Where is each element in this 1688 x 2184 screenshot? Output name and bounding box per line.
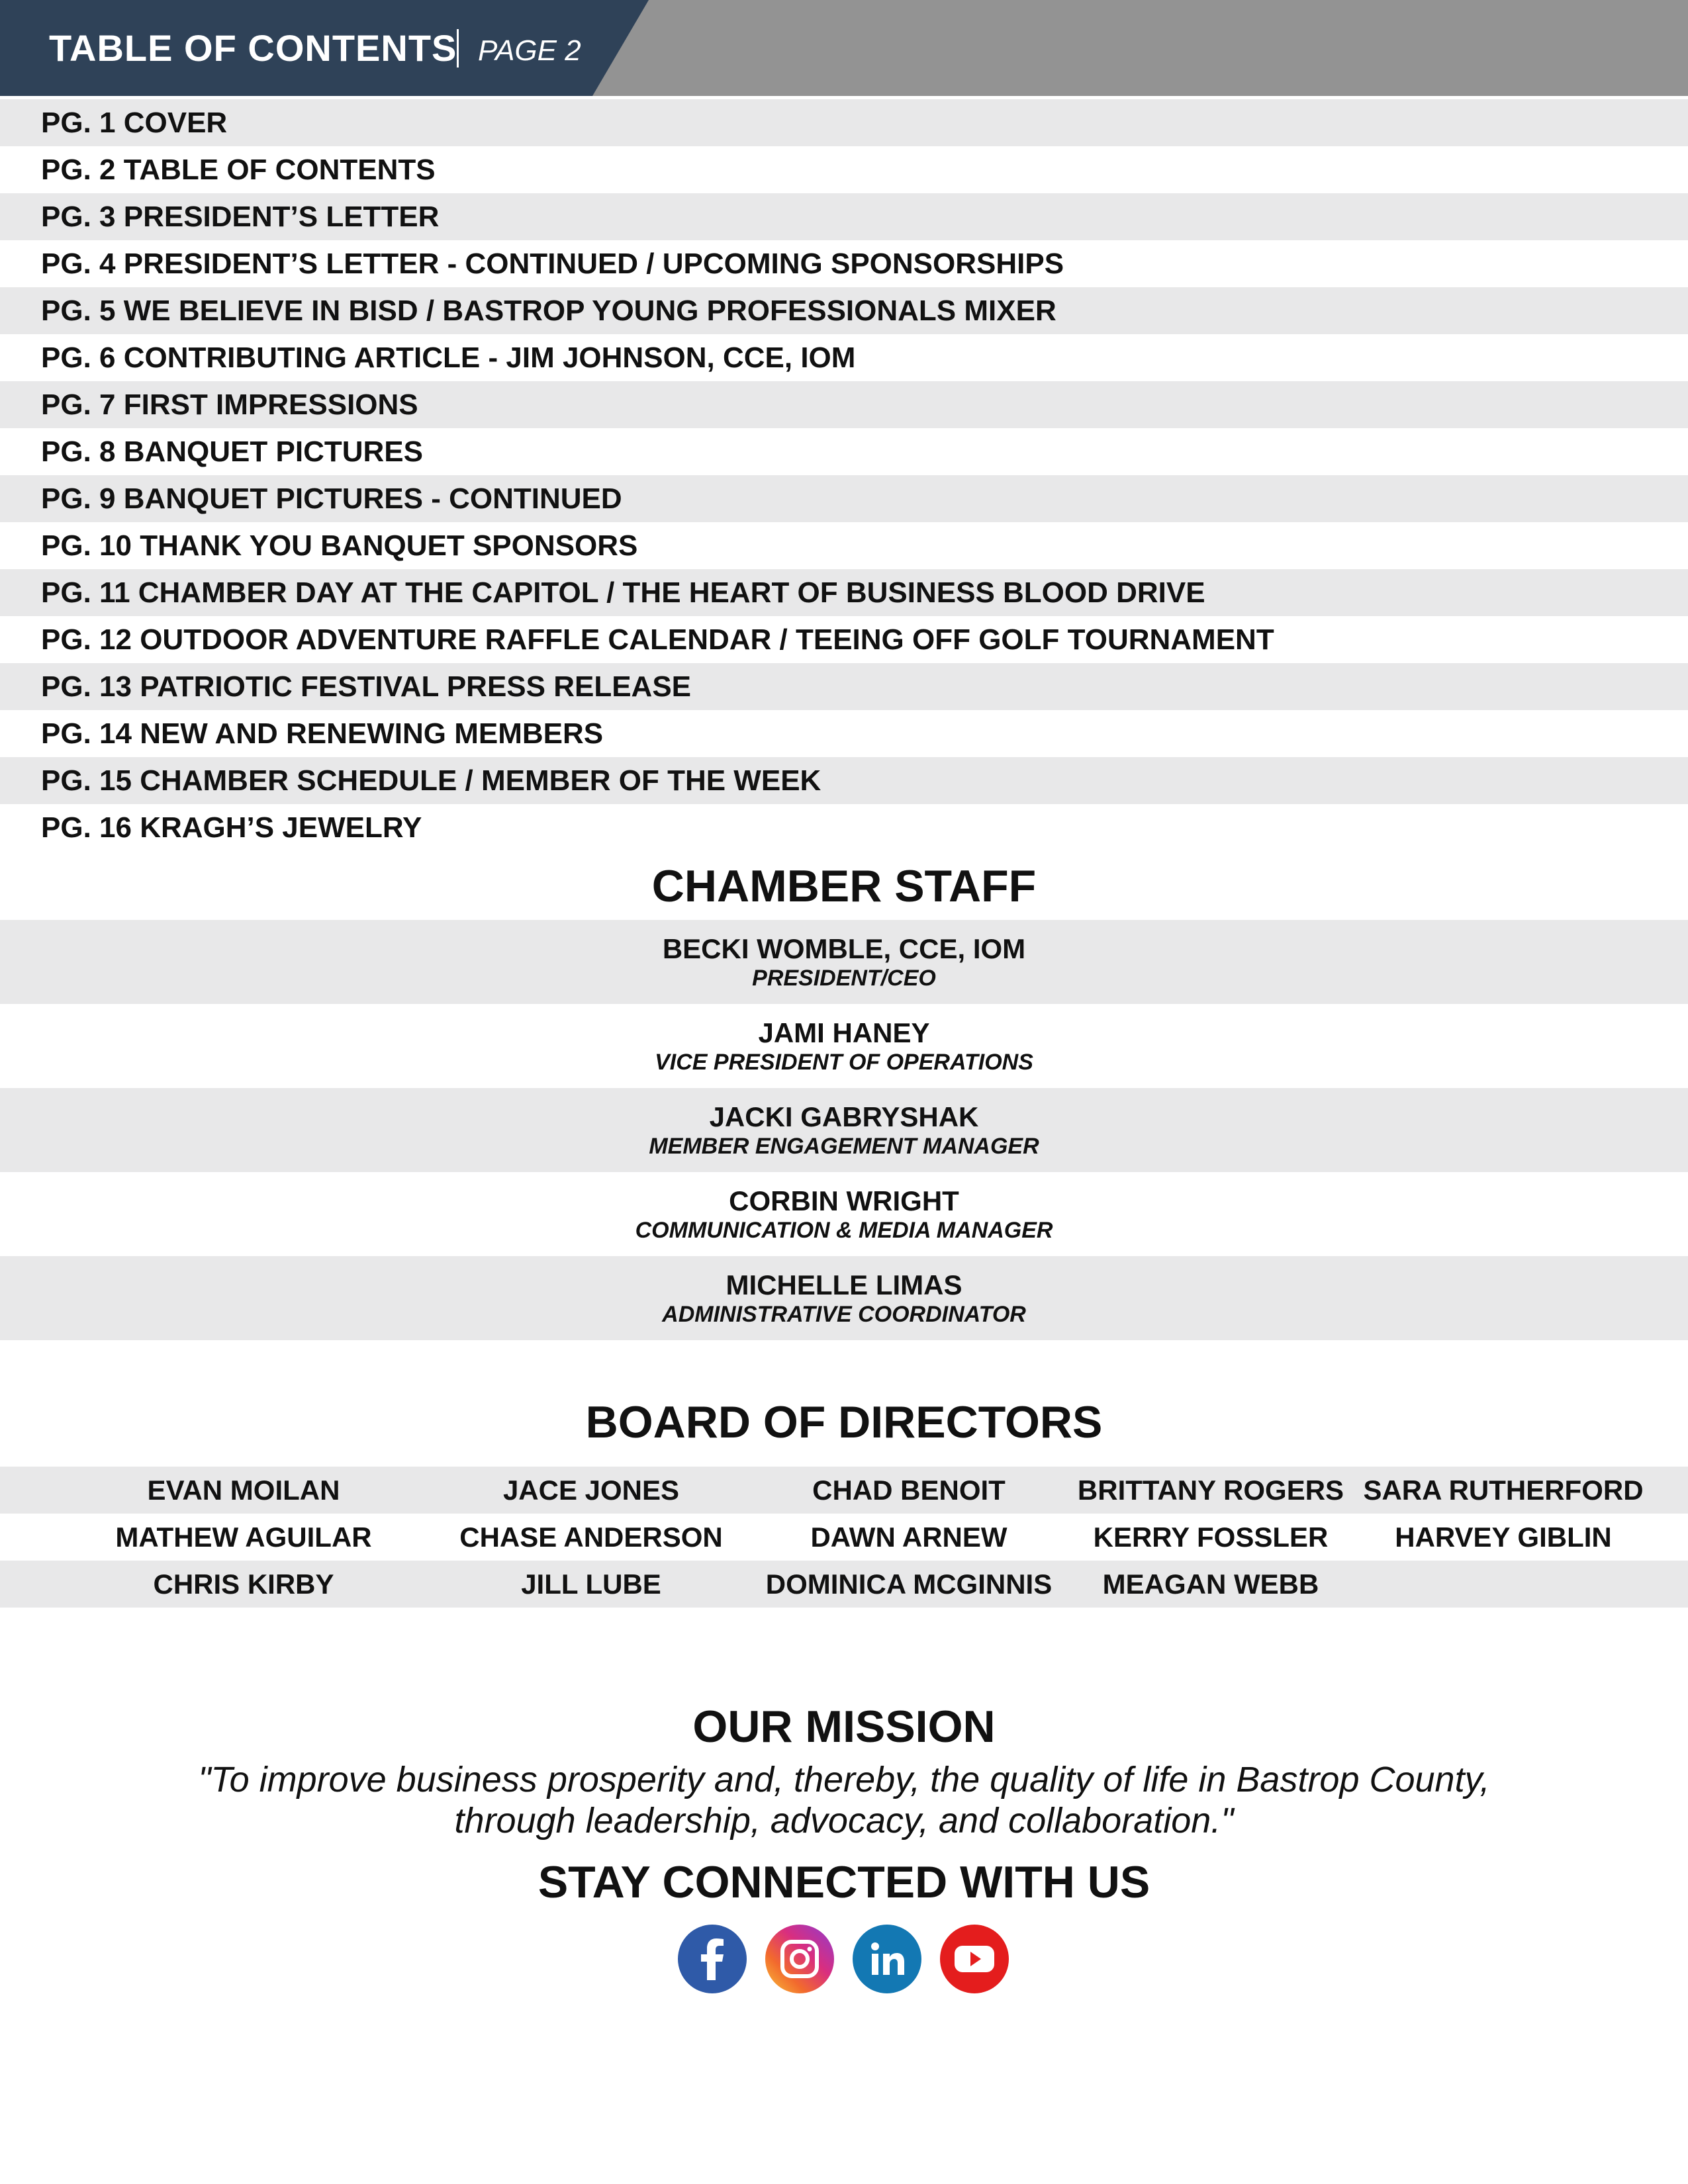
- toc-row[interactable]: [0, 569, 1688, 616]
- mission-line: through leadership, advocacy, and collaboration.": [454, 1801, 1234, 1841]
- toc-row[interactable]: [0, 240, 1688, 287]
- toc-entry: PG. 15 CHAMBER SCHEDULE / MEMBER OF THE WEEK: [41, 764, 821, 797]
- toc-entry: PG. 14 NEW AND RENEWING MEMBERS: [41, 717, 604, 750]
- staff-role: ADMINISTRATIVE COORDINATOR: [662, 1301, 1026, 1327]
- toc-row[interactable]: [0, 146, 1688, 193]
- board-member: CHRIS KIRBY: [153, 1569, 334, 1600]
- toc-row[interactable]: [0, 475, 1688, 522]
- board-member: BRITTANY ROGERS: [1077, 1475, 1344, 1506]
- toc-row[interactable]: [0, 334, 1688, 381]
- board-member: DAWN ARNEW: [810, 1522, 1008, 1553]
- toc-entry: PG. 10 THANK YOU BANQUET SPONSORS: [41, 529, 638, 562]
- mission-heading: OUR MISSION: [692, 1702, 996, 1752]
- toc-row[interactable]: [0, 710, 1688, 757]
- instagram-icon[interactable]: [765, 1925, 834, 1993]
- toc-entry: PG. 7 FIRST IMPRESSIONS: [41, 388, 418, 421]
- toc-row[interactable]: [0, 804, 1688, 851]
- connect-heading: STAY CONNECTED WITH US: [538, 1857, 1150, 1907]
- staff-role: VICE PRESIDENT OF OPERATIONS: [655, 1049, 1033, 1075]
- staff-role: MEMBER ENGAGEMENT MANAGER: [649, 1133, 1039, 1159]
- social-links: [678, 1925, 1009, 1993]
- page-title: TABLE OF CONTENTS: [49, 27, 457, 69]
- toc-entry: PG. 12 OUTDOOR ADVENTURE RAFFLE CALENDAR / TEEING OFF GOLF TOURNAMENT: [41, 623, 1274, 656]
- staff-name: MICHELLE LIMAS: [726, 1269, 962, 1300]
- toc-entry: PG. 11 CHAMBER DAY AT THE CAPITOL / THE HEART OF BUSINESS BLOOD DRIVE: [41, 576, 1205, 609]
- board-member: SARA RUTHERFORD: [1363, 1475, 1644, 1506]
- toc-entry: PG. 9 BANQUET PICTURES - CONTINUED: [41, 482, 622, 515]
- staff-name: JACKI GABRYSHAK: [709, 1101, 979, 1132]
- board-member: JILL LUBE: [521, 1569, 661, 1600]
- board-member: JACE JONES: [502, 1475, 680, 1506]
- staff-role: PRESIDENT/CEO: [752, 965, 936, 991]
- toc-row[interactable]: [0, 99, 1688, 146]
- toc-row[interactable]: [0, 616, 1688, 663]
- toc-entry: PG. 2 TABLE OF CONTENTS: [41, 153, 436, 186]
- mission-line: "To improve business prosperity and, thereby, the quality of life in Bastrop County,: [198, 1760, 1490, 1799]
- board-member: MATHEW AGUILAR: [115, 1522, 372, 1553]
- page-number: PAGE 2: [478, 34, 581, 67]
- staff-role: COMMUNICATION & MEDIA MANAGER: [635, 1217, 1053, 1243]
- toc-entry: PG. 16 KRAGH’S JEWELRY: [41, 811, 422, 844]
- toc-row[interactable]: [0, 757, 1688, 804]
- staff-member: [0, 1256, 1688, 1340]
- board-member: EVAN MOILAN: [147, 1475, 340, 1506]
- board-heading: BOARD OF DIRECTORS: [585, 1397, 1103, 1447]
- youtube-icon[interactable]: [940, 1925, 1009, 1993]
- header-banner: [0, 0, 1688, 96]
- toc-row[interactable]: [0, 663, 1688, 710]
- staff-member: [0, 1004, 1688, 1088]
- toc-row[interactable]: [0, 522, 1688, 569]
- board-member: HARVEY GIBLIN: [1395, 1522, 1612, 1553]
- toc-row[interactable]: [0, 381, 1688, 428]
- staff-heading: CHAMBER STAFF: [651, 861, 1037, 911]
- title-divider: [457, 29, 459, 68]
- board-member: KERRY FOSSLER: [1093, 1522, 1329, 1553]
- linkedin-icon[interactable]: [853, 1925, 921, 1993]
- staff-member: [0, 1088, 1688, 1172]
- board-row: [0, 1561, 1688, 1608]
- toc-entry: PG. 3 PRESIDENT’S LETTER: [41, 200, 440, 233]
- board-row: [0, 1467, 1688, 1514]
- table-of-contents: [0, 99, 1688, 851]
- staff-list: [0, 920, 1688, 1340]
- board-row: [0, 1514, 1688, 1561]
- toc-row[interactable]: [0, 428, 1688, 475]
- toc-entry: PG. 8 BANQUET PICTURES: [41, 435, 423, 468]
- mission-statement: [0, 1759, 1688, 1841]
- staff-name: JAMI HANEY: [758, 1017, 930, 1048]
- toc-entry: PG. 1 COVER: [41, 106, 228, 139]
- toc-entry: PG. 6 CONTRIBUTING ARTICLE - JIM JOHNSON, CCE, IOM: [41, 341, 856, 374]
- staff-name: CORBIN WRIGHT: [729, 1185, 959, 1216]
- board-member: DOMINICA MCGINNIS: [765, 1569, 1053, 1600]
- toc-entry: PG. 4 PRESIDENT’S LETTER - CONTINUED / UPCOMING SPONSORSHIPS: [41, 247, 1064, 280]
- facebook-icon[interactable]: [678, 1925, 747, 1993]
- toc-entry: PG. 5 WE BELIEVE IN BISD / BASTROP YOUNG PROFESSIONALS MIXER: [41, 294, 1056, 327]
- staff-name: BECKI WOMBLE, CCE, IOM: [662, 933, 1026, 964]
- toc-entry: PG. 13 PATRIOTIC FESTIVAL PRESS RELEASE: [41, 670, 692, 703]
- toc-row[interactable]: [0, 193, 1688, 240]
- staff-member: [0, 1172, 1688, 1256]
- board-member: CHAD BENOIT: [812, 1475, 1006, 1506]
- board-member: MEAGAN WEBB: [1102, 1569, 1319, 1600]
- board-member: CHASE ANDERSON: [459, 1522, 723, 1553]
- staff-member: [0, 920, 1688, 1004]
- board-list: [0, 1467, 1688, 1608]
- toc-row[interactable]: [0, 287, 1688, 334]
